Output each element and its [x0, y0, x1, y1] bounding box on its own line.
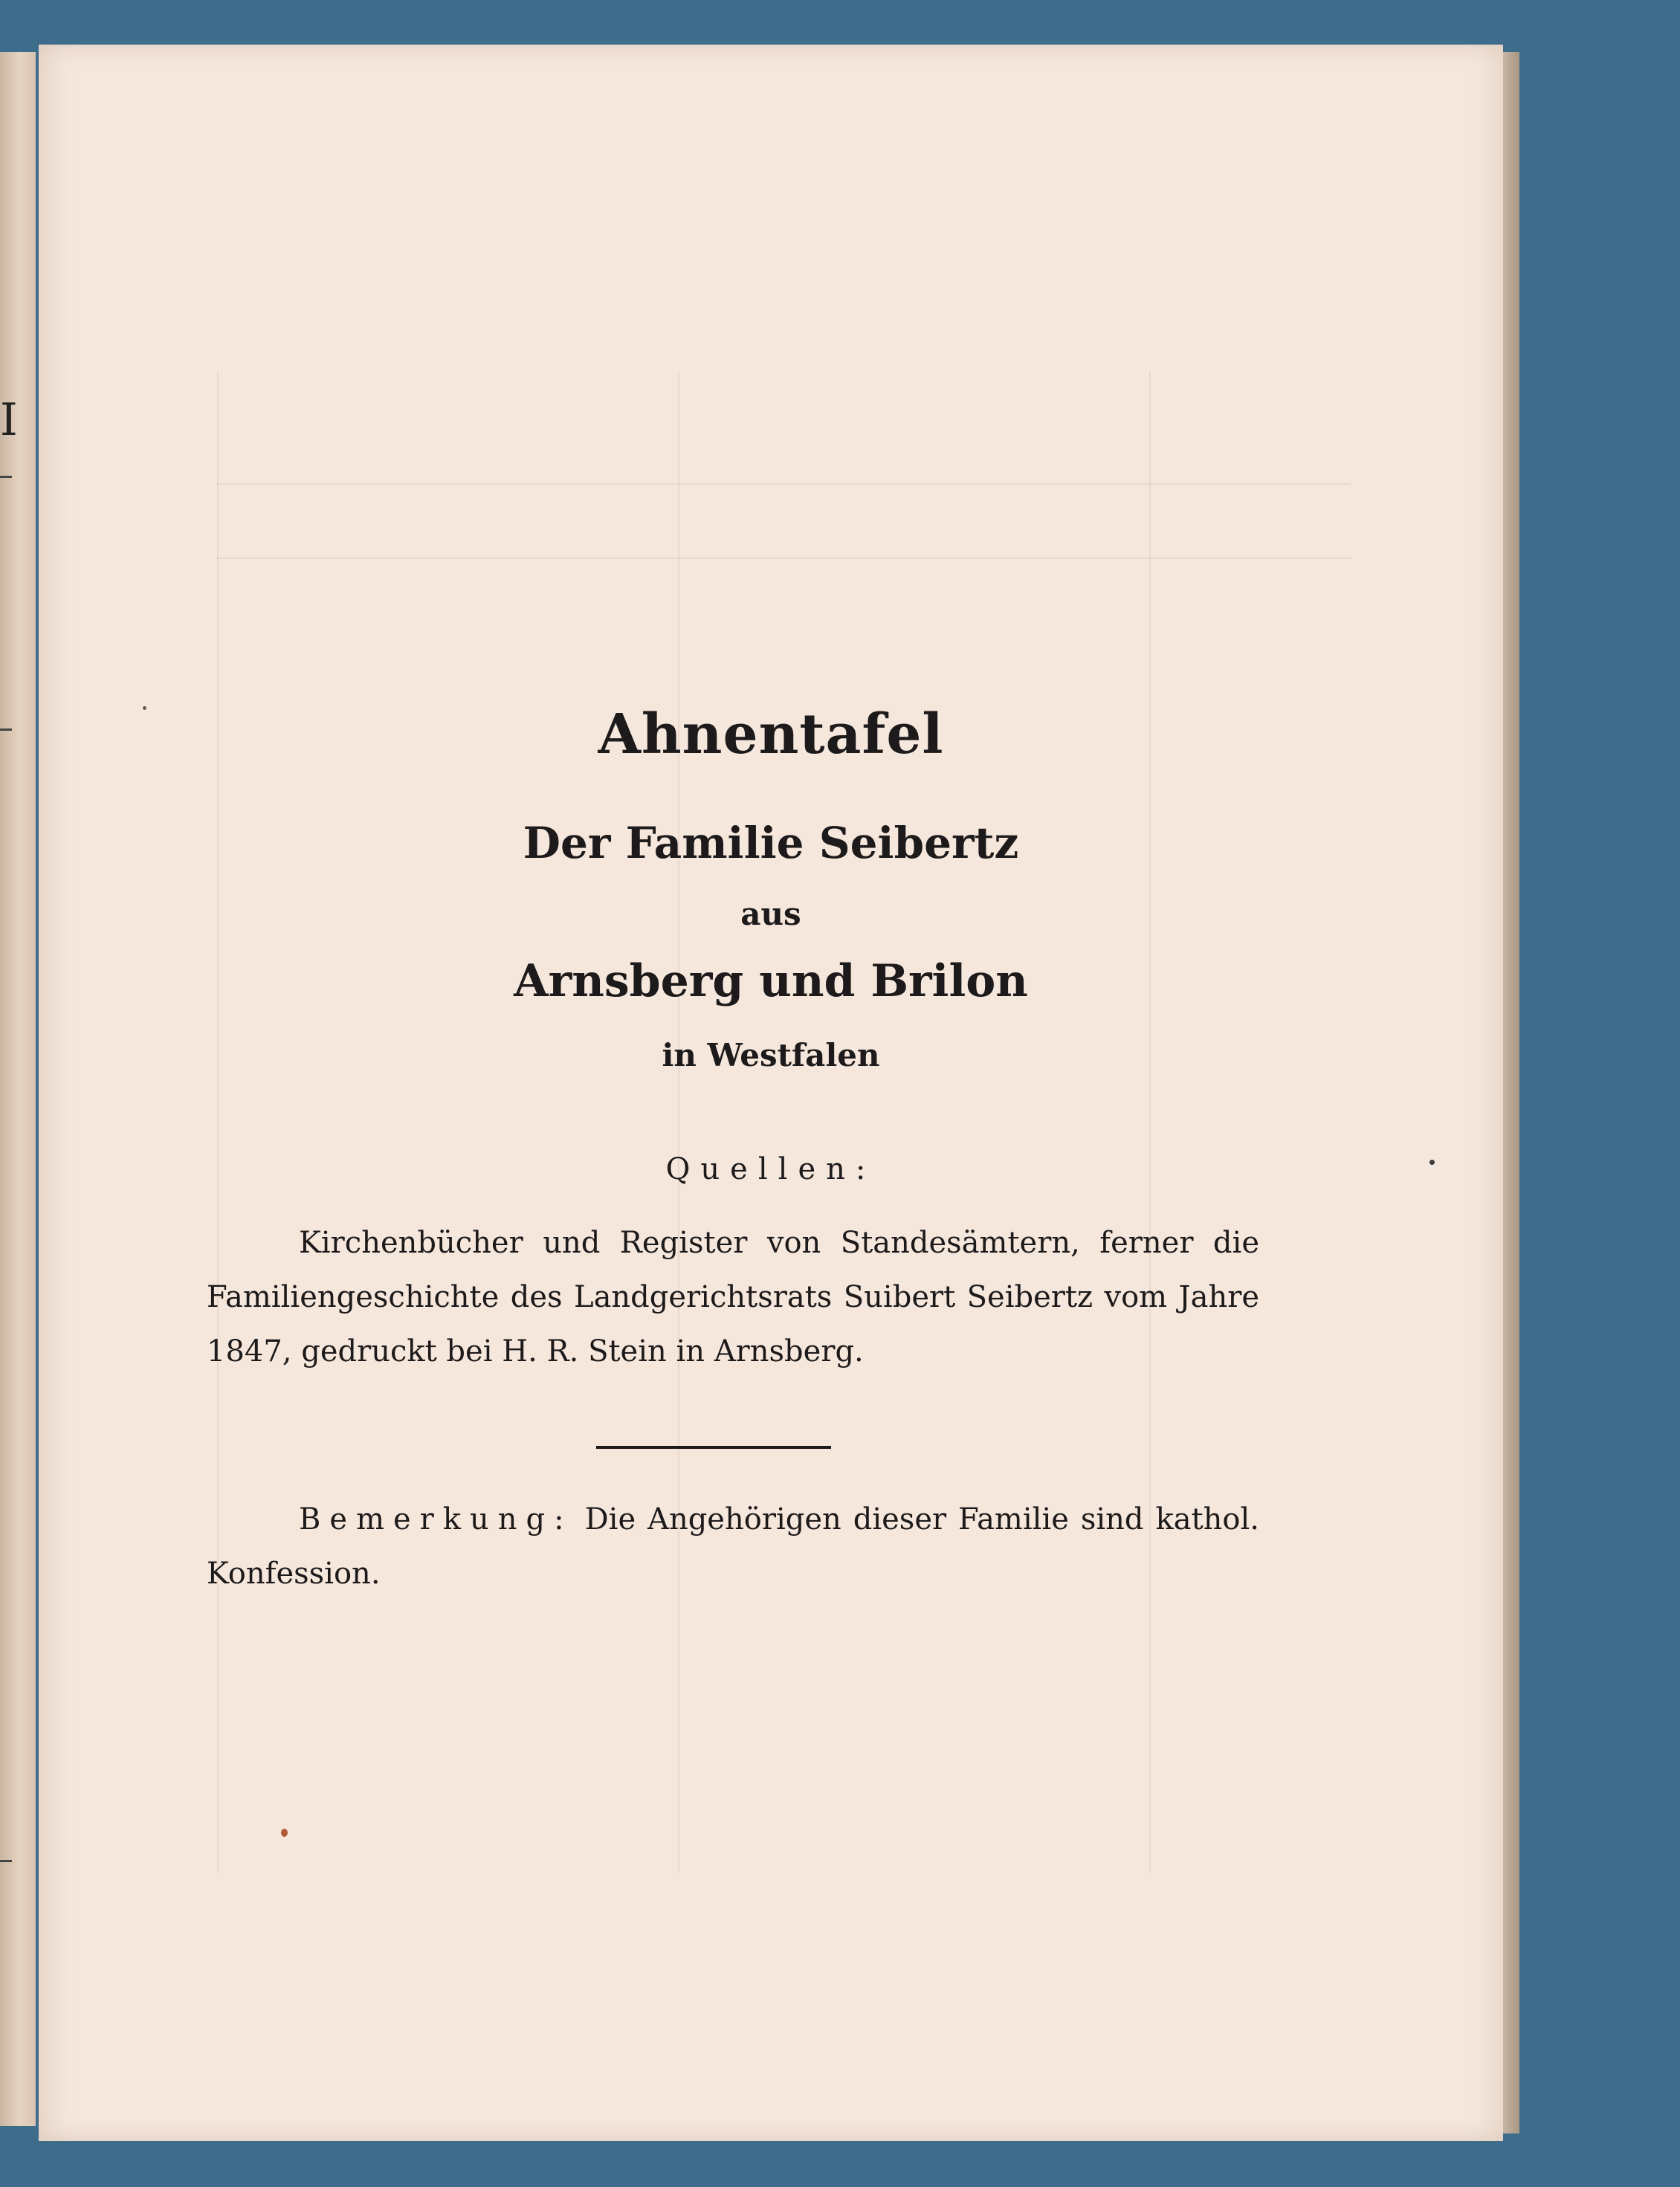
page-title: Ahnentafel: [598, 702, 944, 766]
sources-heading: Quellen:: [665, 1152, 876, 1186]
remark-paragraph: [207, 1493, 1259, 1601]
adjacent-page-edge: [0, 52, 36, 2126]
paper-speck: [143, 706, 146, 710]
adjacent-page-rule: [0, 476, 12, 478]
remark-text: Die Angehörigen dieser Familie sind kathol. Konfession.: [207, 1502, 1259, 1591]
paper-stain: [281, 1829, 288, 1837]
place-names: Arnsberg und Brilon: [514, 955, 1028, 1007]
region-name: in Westfalen: [662, 1037, 880, 1073]
sources-paragraph: Kirchenbücher und Register von Standesämtern, ferner die Familiengeschichte des Landgerichtsrats Suibert Seibertz vom Jahre 1847, gedruckt bei H. R. Stein in Arnsberg.: [207, 1226, 1259, 1369]
family-name: Der Familie Seibertz: [523, 818, 1019, 868]
section-divider: [596, 1446, 831, 1449]
adjacent-page-rule: [0, 729, 12, 731]
adjacent-page-mark: I: [0, 394, 18, 446]
remark-label: Bemerkung:: [299, 1502, 573, 1537]
page-content: [39, 45, 1503, 2141]
paper-speck: [1429, 1160, 1435, 1165]
adjacent-page-rule: [0, 1860, 12, 1862]
document-page: [39, 45, 1503, 2141]
page-stack-edge: [1503, 52, 1519, 2133]
connector-text: aus: [740, 896, 801, 932]
